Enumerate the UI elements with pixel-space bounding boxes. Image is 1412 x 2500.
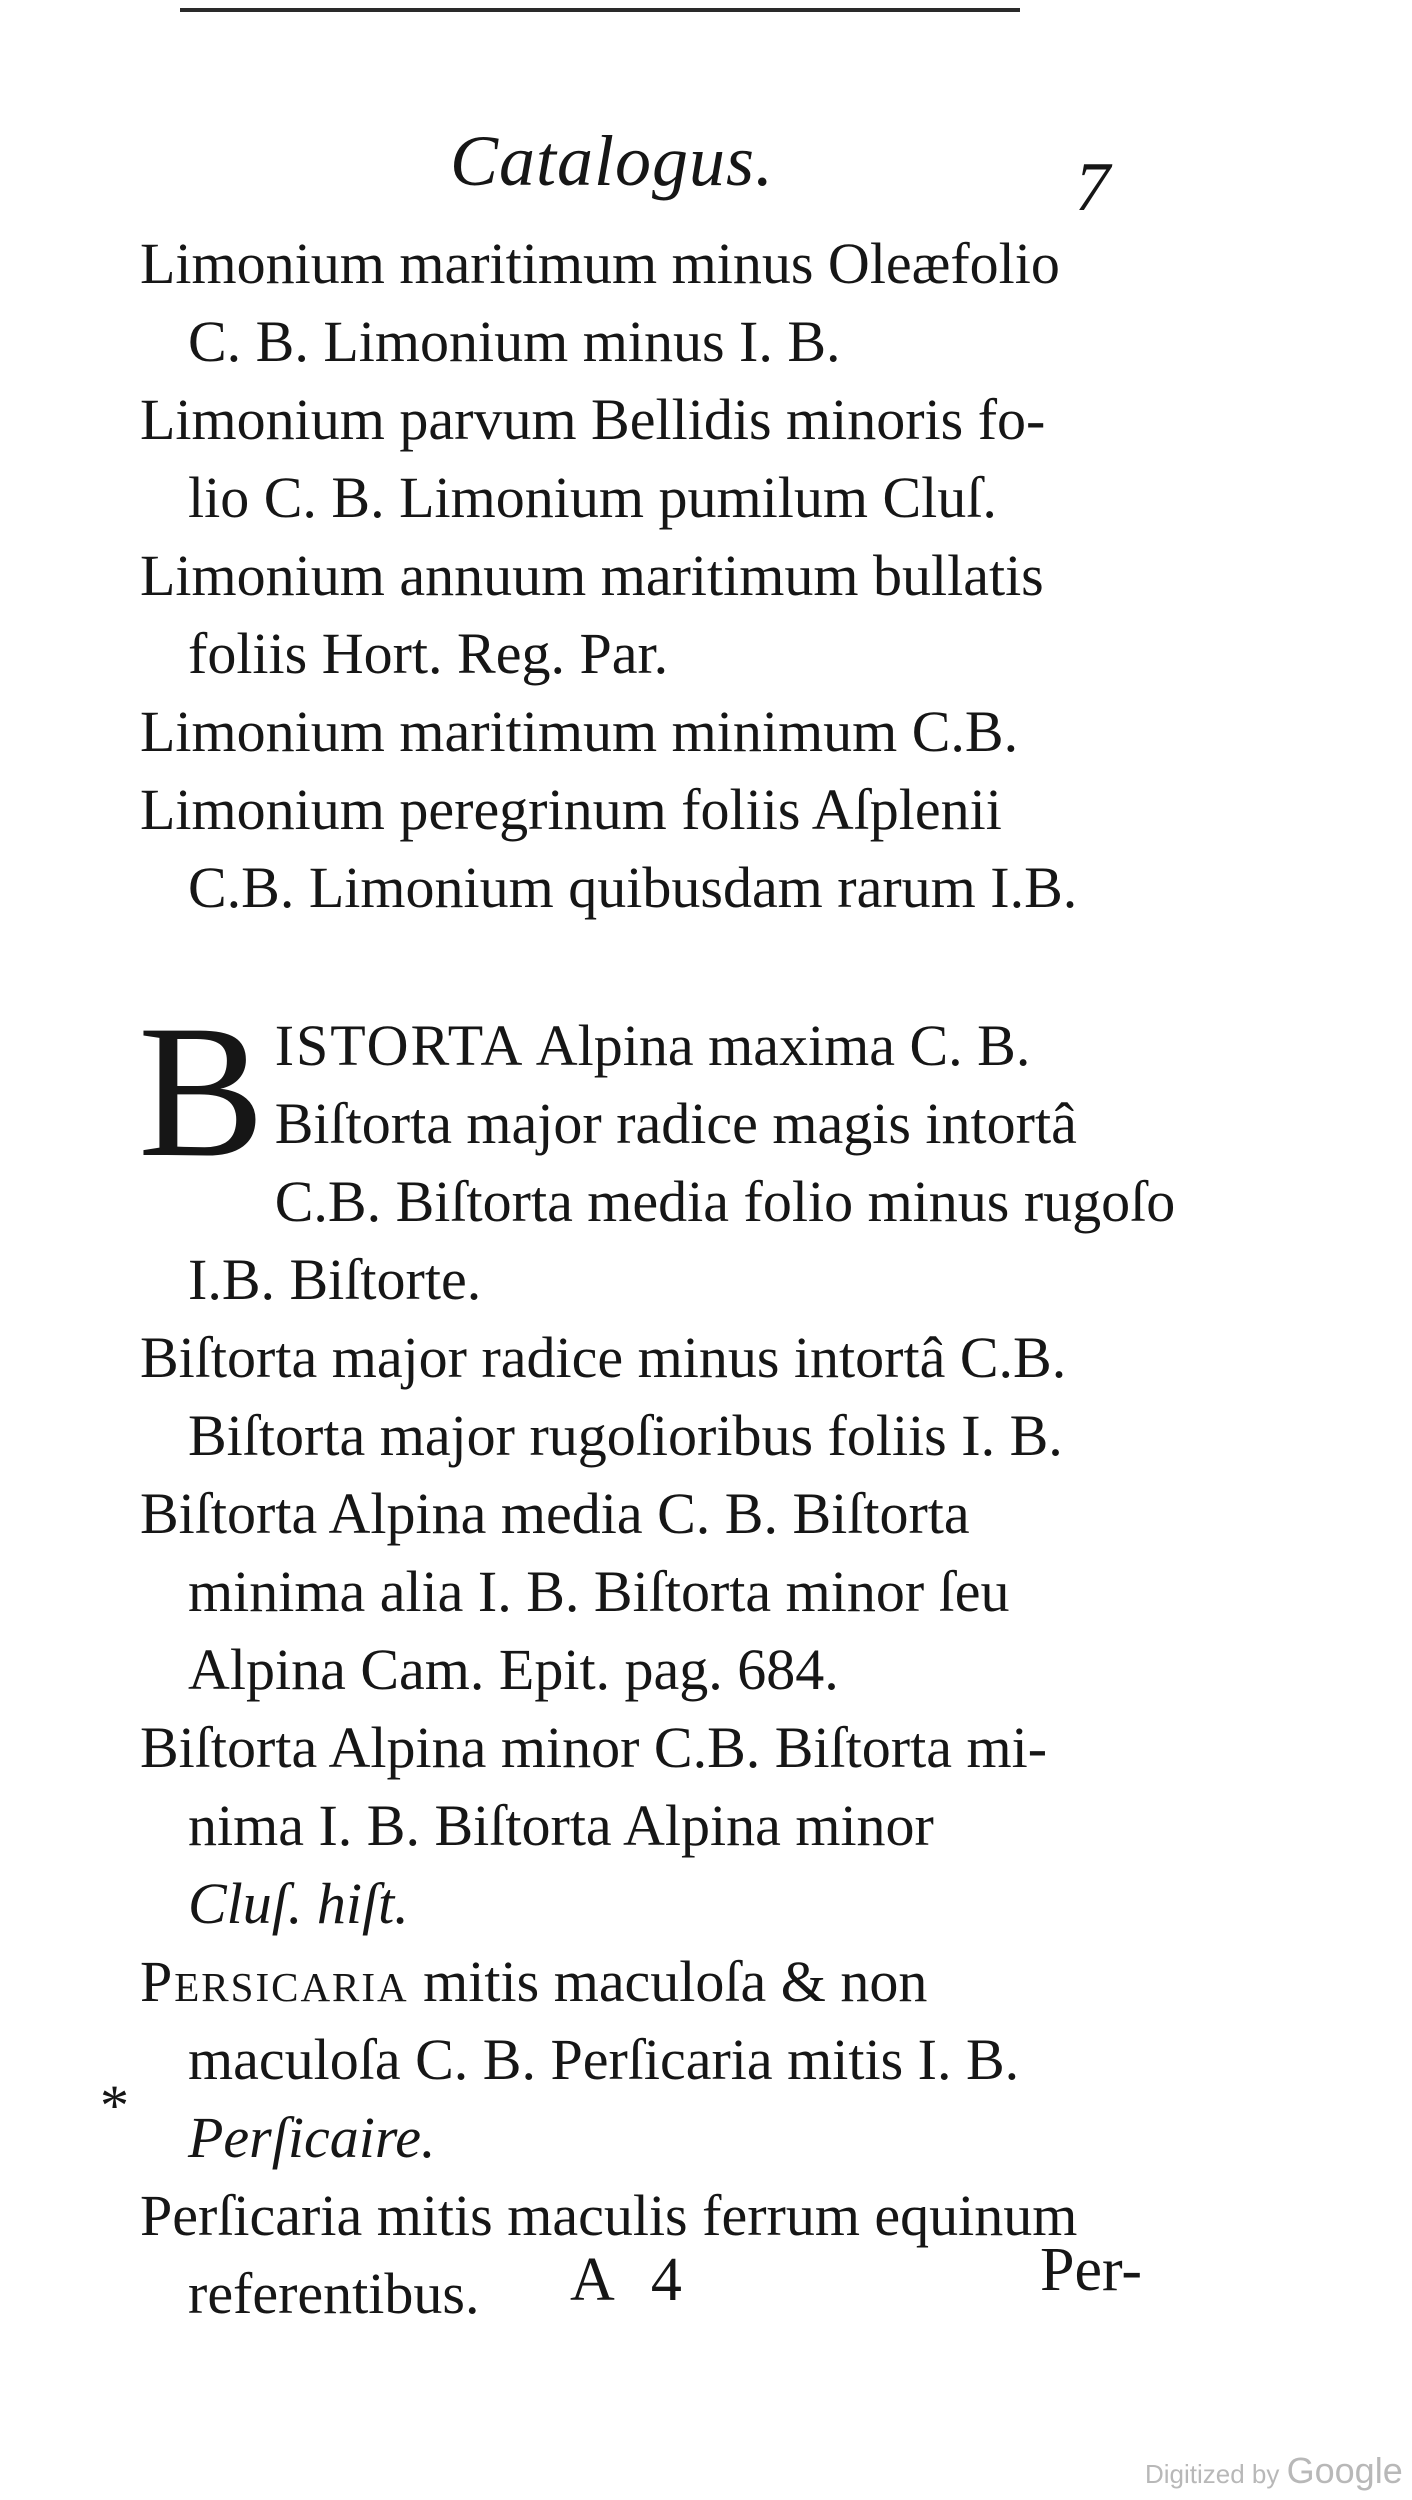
entry — [140, 771, 1200, 927]
entry-line: Biſtorta Alpina minor C.B. Biſtorta mi- — [140, 1715, 1048, 1780]
catchword: Per- — [1040, 2236, 1143, 2304]
digitized-watermark — [1145, 2450, 1403, 2492]
entry-line: Limonium peregrinum foliis Aſplenii — [140, 777, 1002, 842]
entry-line: Biſtorta Alpina media C. B. Biſtorta — [140, 1481, 970, 1546]
section-gap — [140, 927, 1200, 1007]
entry-line: Perſicaria mitis maculis ferrum equinum — [140, 2183, 1078, 2248]
persicaria-heading: Persicaria — [140, 1949, 409, 2014]
entry-line: Alpina maxima C. B. — [535, 1013, 1031, 1078]
entry-line: C. B. Limonium minus I. B. — [188, 309, 841, 374]
bistorta-entry — [138, 987, 1200, 1319]
entry — [140, 1709, 1200, 1943]
entry-line: Limonium maritimum minus Oleæfolio — [140, 231, 1060, 296]
entry — [140, 537, 1200, 693]
entry-line: Limonium maritimum minimum C.B. — [140, 699, 1019, 764]
entry-line: Limonium parvum Bellidis minoris fo- — [140, 387, 1046, 452]
entry-line: Biſtorta major radice magis intortâ — [274, 1091, 1077, 1156]
entry — [140, 693, 1200, 771]
entry-line: lio C. B. Limonium pumilum Cluſ. — [188, 465, 997, 530]
entry-line: mitis maculoſa & non — [423, 1949, 928, 2014]
entry-line: minima alia I. B. Biſtorta minor ſeu — [188, 1559, 1010, 1624]
entry-line: C.B. Limonium quibusdam rarum I.B. — [188, 855, 1078, 920]
entry — [140, 1319, 1200, 1475]
entry — [140, 225, 1200, 381]
entry-line: Biſtorta major radice minus intortâ C.B. — [140, 1325, 1067, 1390]
running-title: Catalogus. — [450, 121, 775, 201]
page-number: 7 — [1075, 149, 1110, 226]
entry-line: foliis Hort. Reg. Par. — [188, 621, 669, 686]
entry-line: C.B. Biſtorta media folio minus rugoſo — [274, 1169, 1176, 1234]
drop-cap: B — [138, 987, 265, 1197]
entry-line: Cluſ. hiſt. — [188, 1871, 409, 1936]
entry — [140, 1475, 1200, 1709]
watermark-prefix: Digitized by — [1145, 2459, 1280, 2489]
signature-mark: A 4 — [570, 2246, 694, 2314]
persicaria-entry — [140, 1943, 1200, 2177]
catalogue-body — [140, 225, 1200, 2333]
entry-line: I.B. Biſtorte. — [188, 1247, 482, 1312]
entry-line: Alpina Cam. Epit. pag. 684. — [188, 1637, 839, 1702]
entry-line: Biſtorta major rugoſioribus foliis I. B. — [188, 1403, 1063, 1468]
watermark-brand: Google — [1286, 2450, 1403, 2491]
entry-line: referentibus. — [188, 2261, 480, 2326]
entry-line: Perſicaire. — [188, 2105, 436, 2170]
top-rule — [180, 8, 1020, 12]
entry — [140, 381, 1200, 537]
entry-line: Limonium annuum maritimum bullatis — [140, 543, 1044, 608]
asterisk-marker: * — [100, 2073, 129, 2138]
bistorta-heading: ISTORTA — [274, 1013, 525, 1078]
entry-line: nima I. B. Biſtorta Alpina minor — [188, 1793, 934, 1858]
entry-line: maculoſa C. B. Perſicaria mitis I. B. — [188, 2027, 1020, 2092]
